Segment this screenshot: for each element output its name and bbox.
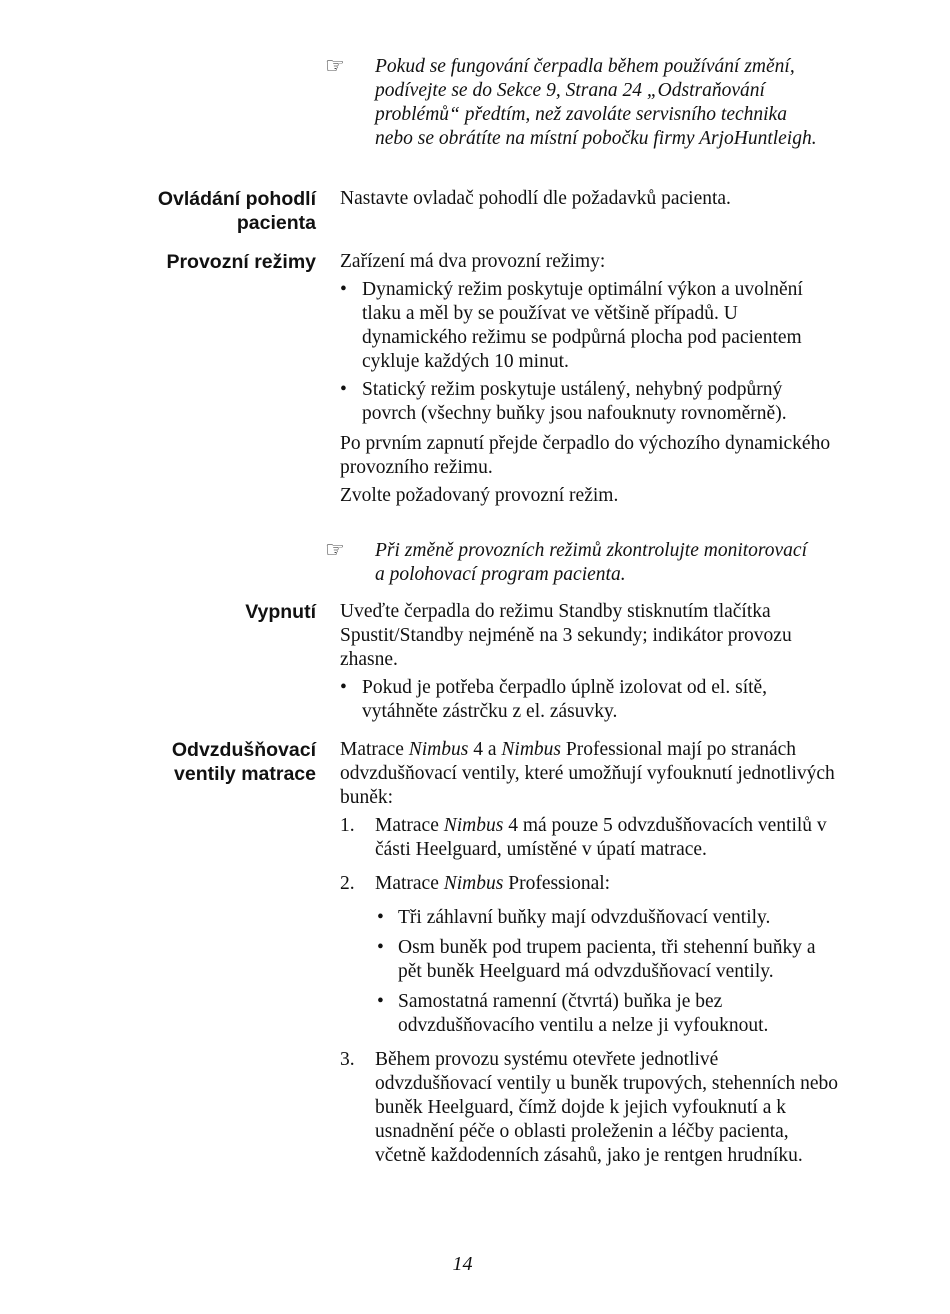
paragraph: Uveďte čerpadla do režimu Standby stisknutím tlačítka Spustit/Standby nejméně na 3 sekundy; indikátor provozu zhasne.: [340, 601, 792, 670]
sub-bullet-item: [340, 906, 840, 930]
heading-line: Ovládání pohodlí: [157, 188, 316, 210]
heading-line: pacienta: [236, 212, 316, 234]
item-text: Matrace Nimbus 4 má pouze 5 odvzdušňovacích ventilů v části Heelguard, umístěné v úpatí matrace.: [375, 815, 827, 860]
note-text: Při změně provozních režimů zkontrolujte monitorovací a polohovací program pacienta.: [375, 540, 808, 585]
item-text: Matrace Nimbus Professional:: [375, 873, 611, 894]
sub-bullet-item: [340, 990, 840, 1038]
numbered-item: [340, 1048, 840, 1168]
numbered-item: [340, 872, 840, 896]
bullet-item: [340, 676, 840, 724]
page-number: 14: [452, 1253, 473, 1275]
bullet-text: Statický režim poskytuje ustálený, nehybný podpůrný povrch (všechny buňky jsou nafouknuty rovnoměrně).: [362, 379, 787, 424]
bullet-icon: •: [340, 279, 347, 300]
pointing-hand-icon: ☞: [325, 54, 345, 79]
bullet-text: Tři záhlavní buňky mají odvzdušňovací ventily.: [398, 907, 771, 928]
section-heading-valves: [96, 738, 316, 786]
section-heading-modes: [96, 250, 316, 274]
note-block-troubleshooting: [325, 55, 845, 151]
numbered-item: [340, 814, 840, 862]
heading-line: Odvzdušňovací: [171, 739, 316, 761]
note-block-modes: [325, 539, 845, 587]
bullet-text: Osm buněk pod trupem pacienta, tři stehenní buňky a pět buněk Heelguard má odvzdušňovací ventily.: [398, 937, 816, 982]
bullet-icon: •: [340, 677, 347, 698]
bullet-item: [340, 278, 840, 374]
item-number: 2.: [340, 873, 355, 894]
heading-line: Vypnutí: [245, 601, 316, 623]
bullet-text: Pokud je potřeba čerpadlo úplně izolovat od el. sítě, vytáhněte zástrčku z el. zásuvky.: [362, 677, 768, 722]
note-text: Pokud se fungování čerpadla během používání změní, podívejte se do Sekce 9, Strana 24 „Odstraňování problémů“ předtím, než zavoláte servisního technika nebo se obrátíte na místní pobočku firmy ArjoHuntleigh.: [375, 56, 817, 149]
paragraph: Po prvním zapnutí přejde čerpadlo do výchozího dynamického provozního režimu.: [340, 433, 831, 478]
bullet-icon: •: [377, 991, 384, 1012]
section-heading-comfort: [96, 187, 316, 235]
section-body-modes: [340, 250, 840, 508]
paragraph: Nastavte ovladač pohodlí dle požadavků pacienta.: [340, 188, 731, 209]
bullet-item: [340, 378, 840, 426]
bullet-icon: •: [377, 937, 384, 958]
heading-line: Provozní režimy: [166, 251, 316, 273]
bullet-icon: •: [340, 379, 347, 400]
paragraph: Zařízení má dva provozní režimy:: [340, 251, 606, 272]
section-body-comfort: [340, 187, 840, 211]
paragraph: Matrace Nimbus 4 a Nimbus Professional mají po stranách odvzdušňovací ventily, které umožňují vyfouknutí jednotlivých buněk:: [340, 739, 835, 808]
item-number: 1.: [340, 815, 355, 836]
item-number: 3.: [340, 1049, 355, 1070]
bullet-icon: •: [377, 907, 384, 928]
bullet-text: Dynamický režim poskytuje optimální výkon a uvolnění tlaku a měl by se používat ve většině případů. U dynamického režimu se podpůrná plocha pod pacientem cykluje každých 10 minut.: [362, 279, 803, 372]
sub-bullet-item: [340, 936, 840, 984]
paragraph: Zvolte požadovaný provozní režim.: [340, 485, 619, 506]
section-heading-shutdown: [96, 600, 316, 624]
section-body-valves: [340, 738, 840, 1168]
pointing-hand-icon: ☞: [325, 538, 345, 563]
section-body-shutdown: [340, 600, 840, 724]
item-text: Během provozu systému otevřete jednotlivé odvzdušňovací ventily u buněk trupových, stehenních nebo buněk Heelguard, čímž dojde k jejich vyfouknutí a k usnadnění péče o oblasti proleženin a léčby pacienta, včetně každodenních zásahů, jako je rentgen hrudníku.: [375, 1049, 839, 1166]
heading-line: ventily matrace: [174, 763, 316, 785]
bullet-text: Samostatná ramenní (čtvrtá) buňka je bez odvzdušňovacího ventilu a nelze ji vyfouknout.: [398, 991, 769, 1036]
